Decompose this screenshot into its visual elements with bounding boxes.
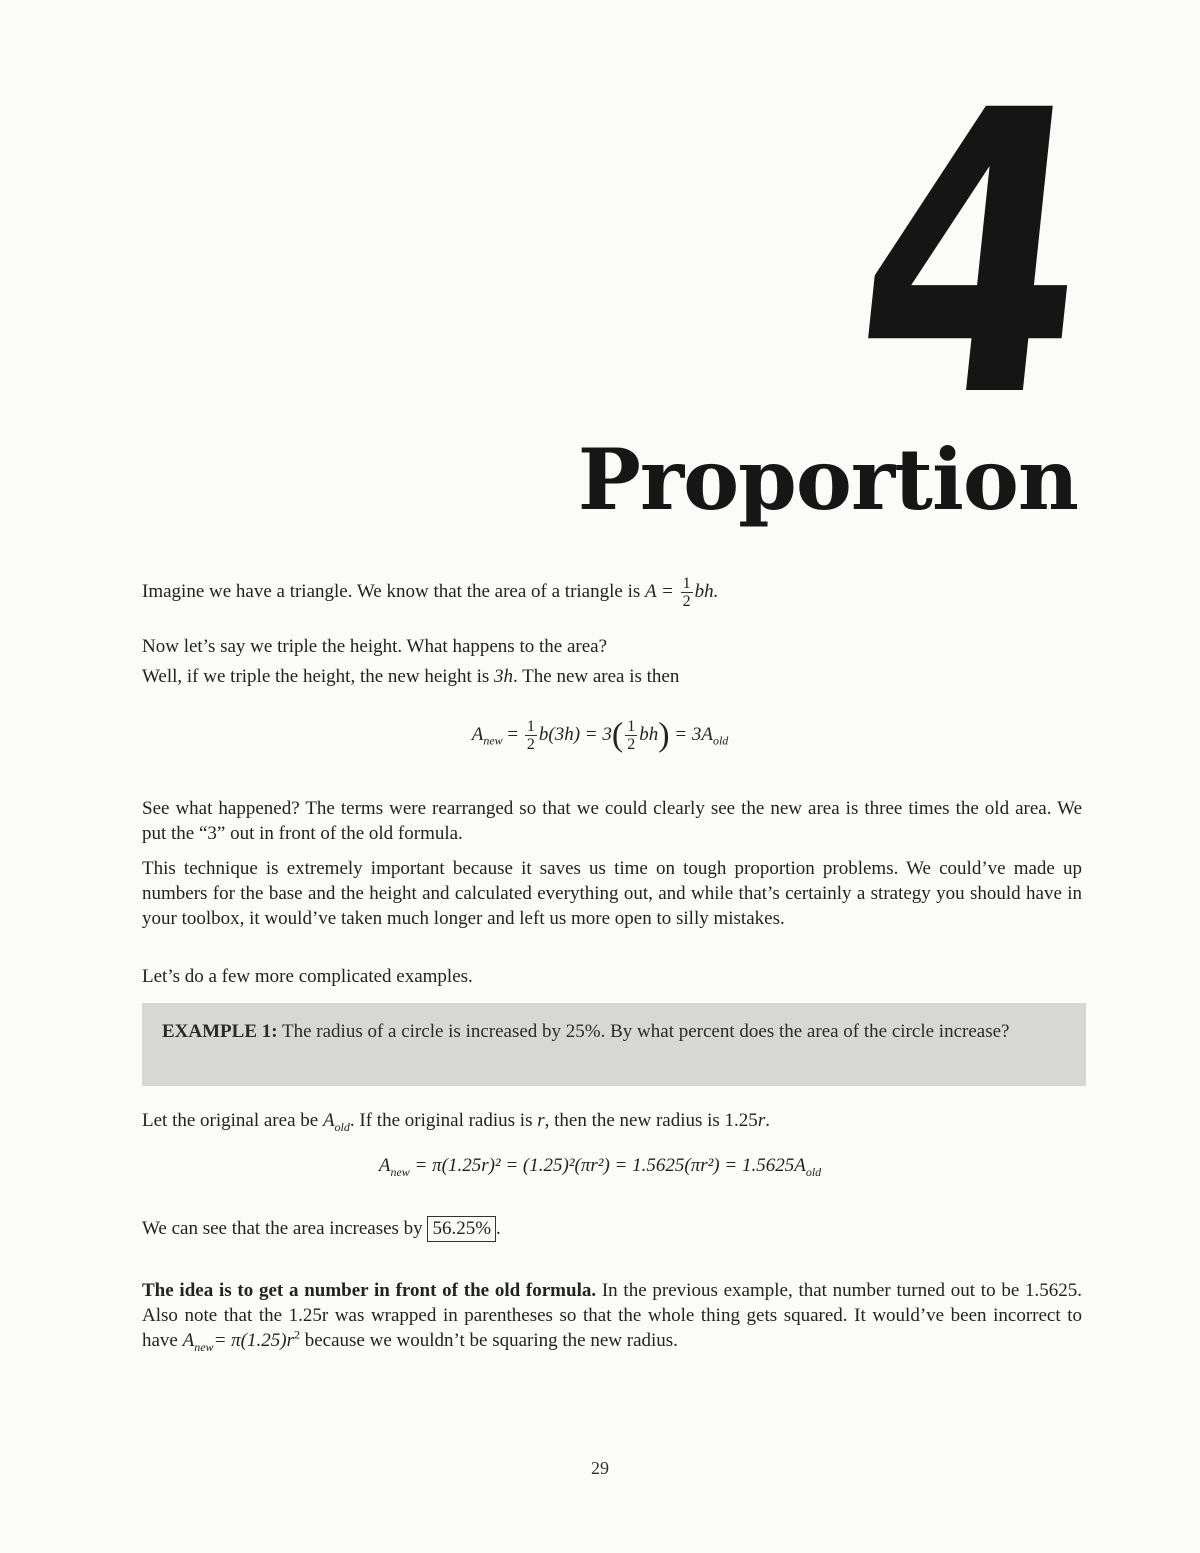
paragraph-bold-lead: The idea is to get a number in front of the old formula.	[142, 1280, 597, 1301]
eq-inner: bh	[639, 723, 659, 745]
paragraph-triangle-area	[142, 575, 1082, 610]
math-superscript: 2	[293, 1327, 300, 1342]
math-value: 3h	[494, 666, 513, 687]
paragraph-triple-height: Now let’s say we triple the height. What happens to the area?	[142, 636, 607, 657]
chapter-number: 4	[838, 28, 1101, 482]
math-symbol: r	[757, 1110, 766, 1131]
math-subscript: new	[194, 1339, 214, 1354]
paragraph-text: . The new area is then	[513, 666, 680, 687]
eq-body: = π(1.25r)² = (1.25)²(πr²) = 1.5625(πr²) = 1.5625A	[409, 1155, 806, 1176]
fraction-denominator: 2	[526, 736, 535, 753]
paragraph-idea	[142, 1278, 1082, 1353]
eq-subscript: old	[712, 733, 729, 748]
eq-result: = 3A	[669, 723, 713, 745]
fraction-denominator: 2	[682, 593, 691, 610]
example-box	[142, 1003, 1086, 1086]
eq-subscript: new	[390, 1164, 410, 1179]
paragraph-more-examples: Let’s do a few more complicated examples.	[142, 966, 473, 987]
eq-middle: b(3h) = 3	[538, 723, 612, 745]
equation-new-area: $A_{new}$ = $\frac{1}{2}$ b(3h) = 3( $\frac{1}{2}$ $bh) = 3A_{old}$	[471, 716, 729, 754]
fraction-numerator: 1	[682, 575, 691, 592]
paragraph-original-area	[142, 1108, 1082, 1133]
eq-symbol: A	[378, 1155, 391, 1176]
paragraph-new-height	[142, 664, 1082, 689]
eq-operator: =	[502, 723, 523, 745]
paragraph-area-increase	[142, 1216, 1082, 1242]
page-number: 29	[591, 1458, 609, 1478]
paragraph-text: In the previous example, that number turned out to be 1.5625. Also note that the 1.25r was wrapped in parentheses so that the whole thing gets squared. It would’ve been incorrect to have	[142, 1280, 1082, 1351]
formula-lhs: A =	[645, 580, 679, 602]
paragraph-text: Let the original area be	[142, 1110, 323, 1131]
math-formula: = π(1.25)r	[213, 1330, 294, 1351]
math-symbol: A	[322, 1110, 335, 1131]
eq-subscript: old	[805, 1164, 822, 1179]
paragraph-text: , then the new radius is 1.25	[544, 1110, 758, 1131]
example-label: EXAMPLE 1:	[162, 1021, 278, 1042]
formula-rhs: bh.	[694, 580, 719, 602]
fraction-numerator: 1	[627, 718, 636, 735]
paragraph-text: We can see that the area increases by	[142, 1218, 428, 1239]
eq-subscript: new	[483, 733, 503, 748]
example-text: The radius of a circle is increased by 25%. By what percent does the area of the circle increase?	[277, 1021, 1010, 1042]
fraction-denominator: 2	[627, 736, 636, 753]
fraction	[681, 575, 693, 610]
math-subscript: old	[334, 1119, 350, 1134]
equation-circle-area	[0, 1155, 1200, 1177]
math-symbol: A	[182, 1330, 195, 1351]
fraction	[625, 718, 637, 753]
paragraph-rearranged: See what happened? The terms were rearranged so that we could clearly see the new area is three times the old area. We put the “3” out in front of the old formula.	[142, 798, 1082, 844]
math-symbol: r	[537, 1110, 545, 1131]
fraction	[525, 718, 537, 753]
paragraph-technique: This technique is extremely important because it saves us time on tough proportion problems. We could’ve made up numbers for the base and the height and calculated everything out, and while that’s certainly a strategy you should have in your toolbox, it would’ve taken much longer and left us more open to silly mistakes.	[142, 858, 1082, 929]
paragraph-text: .	[496, 1218, 501, 1239]
paragraph-text: .	[765, 1110, 770, 1131]
paragraph-text: Imagine we have a triangle. We know that the area of a triangle is	[142, 580, 645, 602]
paragraph-text: . If the original radius is	[349, 1110, 538, 1131]
chapter-title: Proportion	[577, 430, 1078, 529]
answer-box: 56.25%	[427, 1216, 496, 1242]
paragraph-text: Well, if we triple the height, the new height is	[142, 666, 494, 687]
eq-symbol: A	[471, 723, 484, 745]
fraction-numerator: 1	[526, 718, 535, 735]
paragraph-text: because we wouldn’t be squaring the new radius.	[299, 1330, 678, 1351]
